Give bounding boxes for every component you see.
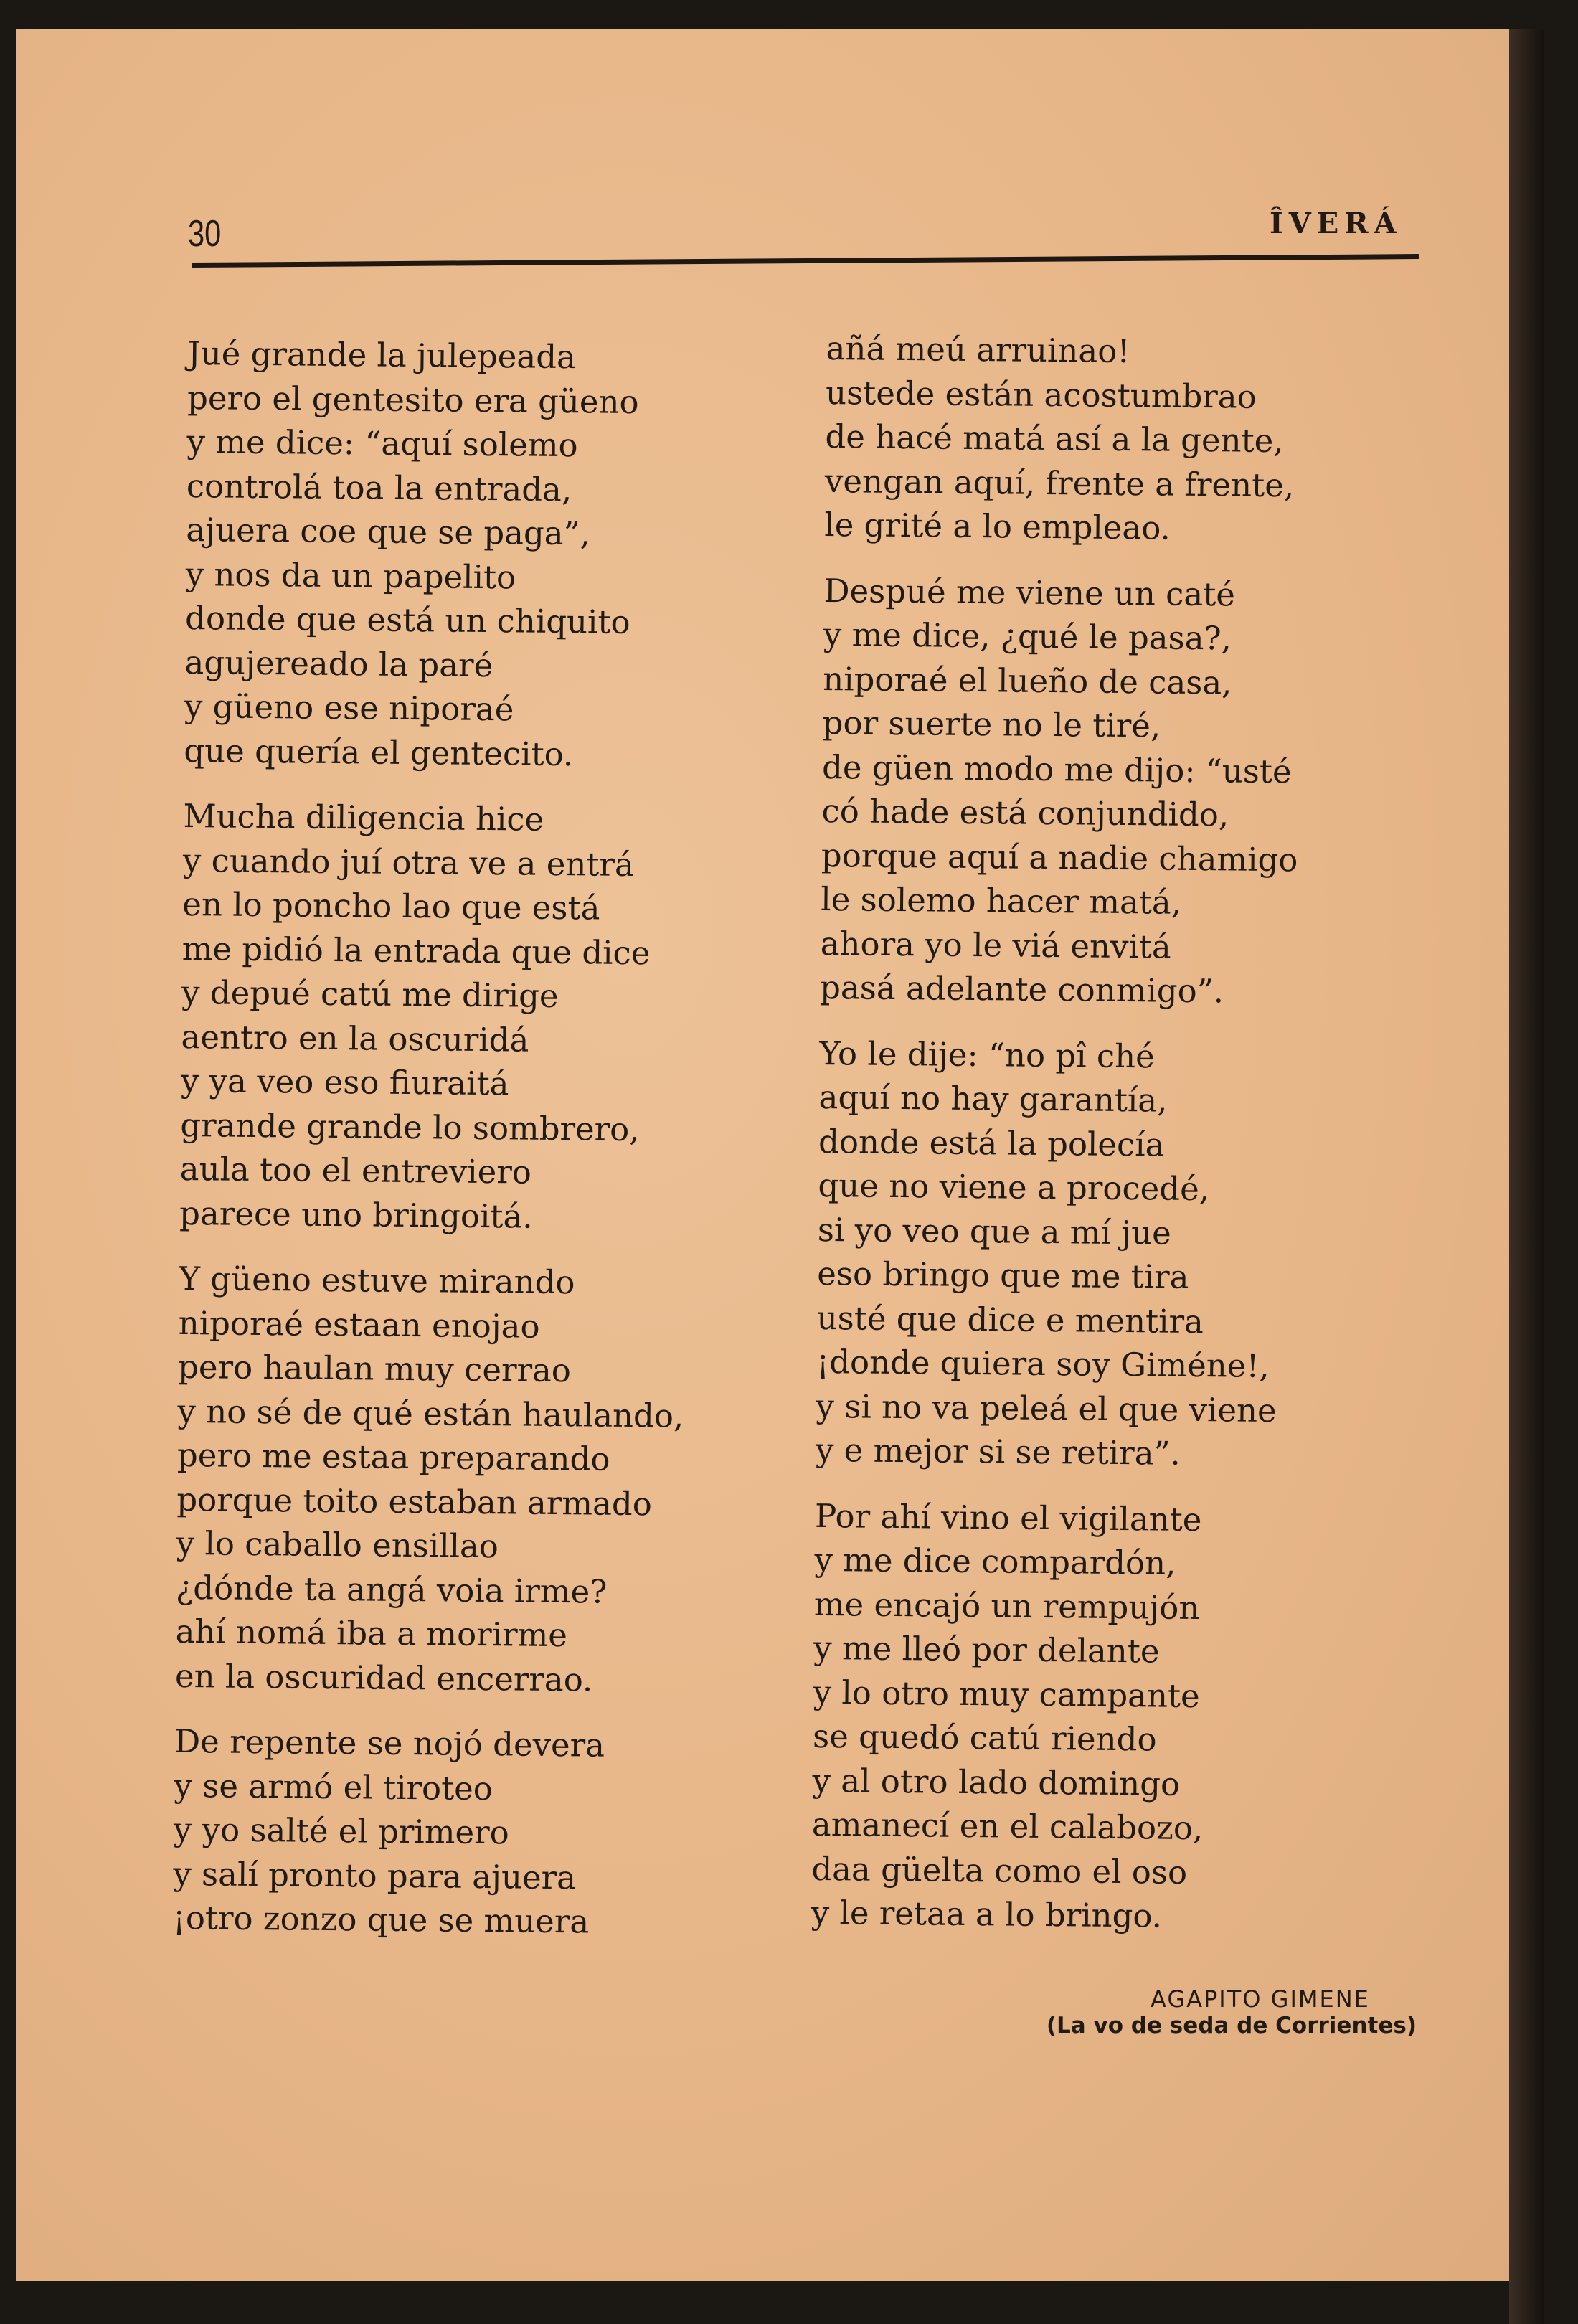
verse-line: y no sé de qué están haulando, bbox=[177, 1392, 684, 1435]
running-head: ÎVERÁ bbox=[1270, 207, 1402, 240]
verse-line: niporaé el lueño de casa, bbox=[823, 659, 1232, 702]
verse-line: controlá toa la entrada, bbox=[186, 466, 572, 509]
stanza bbox=[179, 794, 690, 1240]
verse-line: pero el gentesito era güeno bbox=[186, 378, 639, 421]
verse-line: Por ahí vino el vigilante bbox=[814, 1496, 1202, 1539]
stanza bbox=[184, 331, 694, 778]
verse-line: pero me estaa preparando bbox=[176, 1435, 610, 1478]
verse-line: y me dice compardón, bbox=[814, 1540, 1176, 1582]
verse-line: daa güelta como el oso bbox=[811, 1849, 1188, 1891]
verse-line: se quedó catú riendo bbox=[812, 1716, 1157, 1759]
verse-line: pero haulan muy cerrao bbox=[177, 1347, 572, 1390]
verse-line: que quería el gentecito. bbox=[184, 731, 574, 773]
author-subtitle: (La vo de seda de Corrientes) bbox=[1046, 2013, 1417, 2039]
stanza bbox=[175, 1257, 686, 1703]
verse-line: eso bringo que me tira bbox=[817, 1254, 1189, 1296]
verse-line: en la oscuridad encerrao. bbox=[174, 1656, 593, 1699]
verse-line: y depué catú me dirige bbox=[181, 973, 559, 1016]
verse-line: donde que está un chiquito bbox=[184, 598, 630, 641]
verse-line: Yo le dije: “no pî ché bbox=[819, 1034, 1155, 1075]
verse-line: grande grande lo sombrero, bbox=[180, 1105, 640, 1148]
verse-line: ¿dónde ta angá voia irme? bbox=[175, 1568, 608, 1611]
verse-line: aquí no hay garantía, bbox=[818, 1077, 1168, 1120]
verse-line: porque aquí a nadie chamigo bbox=[821, 836, 1298, 879]
verse-line: le grité a lo empleao. bbox=[824, 505, 1171, 547]
verse-line: Y güeno estuve mirando bbox=[179, 1259, 575, 1302]
verse-line: y al otro lado domingo bbox=[812, 1761, 1181, 1803]
verse-line: porque toito estaban armado bbox=[176, 1480, 653, 1523]
verse-line: Despué me viene un caté bbox=[823, 571, 1236, 613]
verse-line: De repente se nojó devera bbox=[174, 1721, 605, 1765]
verse-line: y e mejor si se retira”. bbox=[815, 1430, 1181, 1473]
verse-line: có hade está conjundido, bbox=[821, 791, 1229, 834]
verse-line: me pidió la entrada que dice bbox=[181, 929, 651, 972]
poem-right-column bbox=[811, 326, 1303, 1961]
verse-line: y se armó el tiroteo bbox=[174, 1766, 493, 1808]
author-name: AGAPITO GIMENE bbox=[1150, 1985, 1370, 2013]
verse-line: y lo otro muy campante bbox=[813, 1673, 1200, 1715]
stanza bbox=[172, 1719, 681, 1945]
verse-line: parece uno bringoitá. bbox=[179, 1194, 533, 1236]
verse-line: que no viene a procedé, bbox=[818, 1166, 1210, 1209]
verse-line: en lo poncho lao que está bbox=[182, 884, 600, 927]
verse-line: vengan aquí, frente a frente, bbox=[824, 461, 1295, 504]
page-number: 30 bbox=[188, 213, 222, 255]
verse-line: donde está la polecía bbox=[818, 1122, 1165, 1164]
verse-line: y salí pronto para ajuera bbox=[173, 1854, 577, 1896]
verse-line: usté que dice e mentira bbox=[816, 1298, 1204, 1341]
verse-line: ¡donde quiera soy Giméne!, bbox=[816, 1342, 1270, 1385]
verse-line: y lo caballo ensillao bbox=[176, 1524, 499, 1566]
poem-left-column bbox=[172, 331, 694, 1966]
verse-line: si yo veo que a mí jue bbox=[817, 1210, 1172, 1252]
verse-line: Mucha diligencia hice bbox=[183, 796, 544, 839]
stanza bbox=[816, 1031, 1296, 1476]
verse-line: Jué grande la julepeada bbox=[187, 334, 577, 377]
verse-line: y me dice, ¿qué le pasa?, bbox=[823, 615, 1232, 658]
verse-line: aula too el entreviero bbox=[179, 1149, 532, 1191]
verse-line: y güeno ese niporaé bbox=[184, 686, 514, 729]
verse-line: y nos da un papelito bbox=[185, 554, 516, 596]
verse-line: y ya veo eso fiuraitá bbox=[180, 1061, 509, 1103]
verse-line: ustede están acostumbrao bbox=[825, 373, 1257, 416]
verse-line: le solemo hacer matá, bbox=[821, 879, 1182, 922]
verse-line: ajuera coe que se paga”, bbox=[186, 510, 591, 553]
verse-line: y si no va peleá el que viene bbox=[816, 1387, 1277, 1430]
verse-line: y yo salté el primero bbox=[173, 1810, 510, 1852]
page-edge bbox=[1509, 29, 1544, 2324]
verse-line: ¡otro zonzo que se muera bbox=[172, 1898, 590, 1941]
stanza bbox=[811, 1493, 1291, 1939]
verse-line: y cuando juí otra ve a entrá bbox=[182, 841, 635, 884]
signature bbox=[1047, 1985, 1417, 2039]
verse-line: amanecí en el calabozo, bbox=[811, 1805, 1204, 1848]
verse-line: ahora yo le viá envitá bbox=[820, 924, 1171, 966]
verse-line: aentro en la oscuridá bbox=[181, 1017, 529, 1059]
verse-line: añá meú arruinao! bbox=[826, 329, 1130, 371]
verse-line: niporaé estaan enojao bbox=[178, 1303, 540, 1346]
stanza bbox=[820, 568, 1300, 1014]
verse-line: y me lleó por delante bbox=[813, 1628, 1160, 1671]
verse-line: agujereado la paré bbox=[184, 643, 493, 684]
verse-line: ahí nomá iba a morirme bbox=[175, 1612, 568, 1655]
stanza bbox=[824, 326, 1303, 552]
verse-line: de güen modo me dijo: “usté bbox=[821, 747, 1292, 790]
verse-line: y me dice: “aquí solemo bbox=[186, 422, 578, 465]
verse-line: por suerte no le tiré, bbox=[822, 703, 1161, 745]
verse-line: de hacé matá así a la gente, bbox=[825, 417, 1284, 460]
verse-line: me encajó un rempujón bbox=[813, 1584, 1200, 1627]
verse-line: pasá adelante conmigo”. bbox=[819, 968, 1224, 1011]
verse-line: y le retaa a lo bringo. bbox=[811, 1893, 1163, 1935]
